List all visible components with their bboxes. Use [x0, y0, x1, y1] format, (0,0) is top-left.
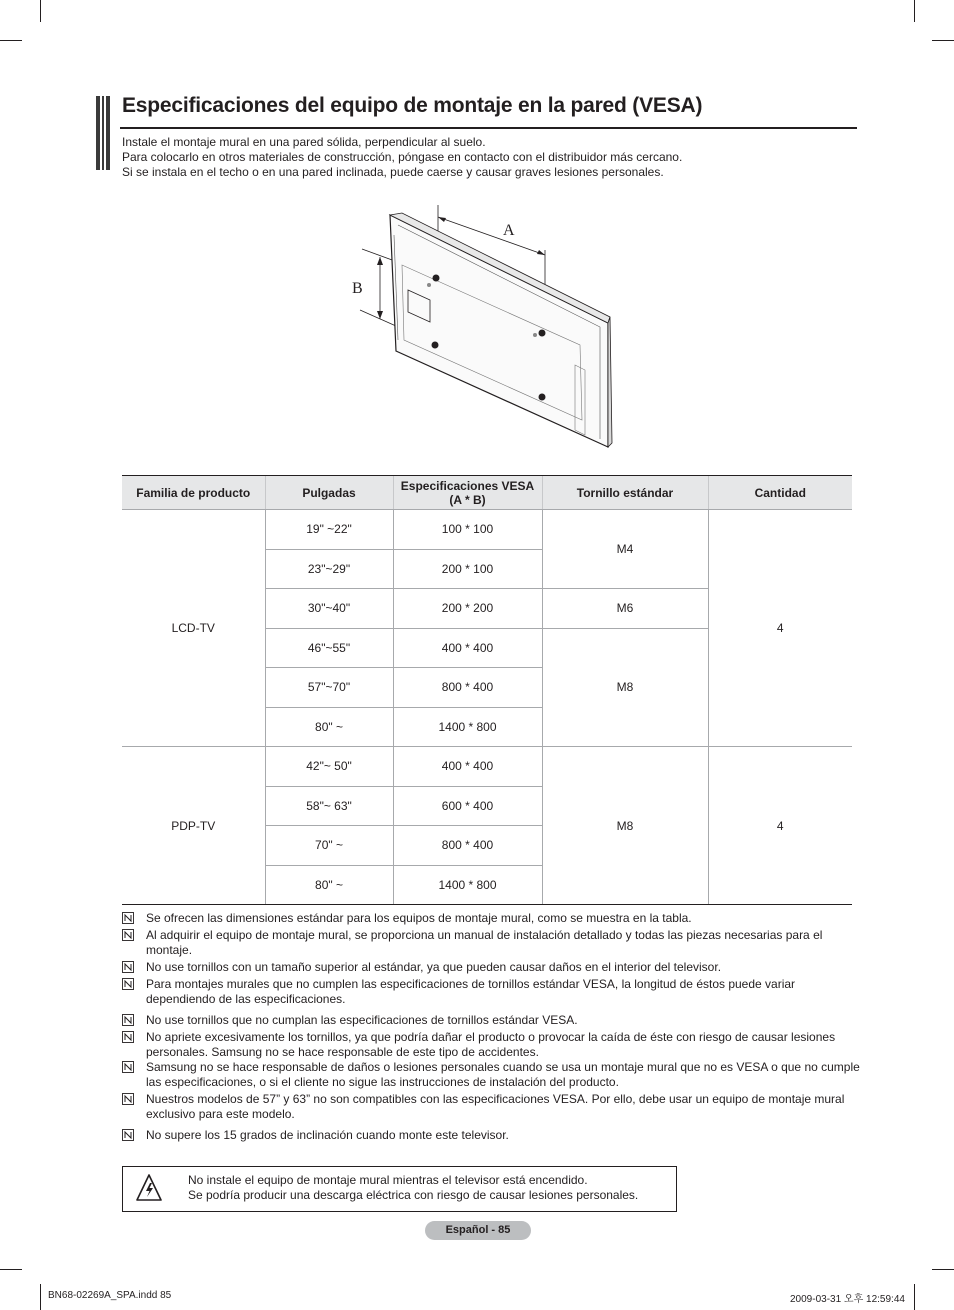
table-row [122, 747, 852, 787]
inches-cell: 80" ~ [265, 707, 393, 747]
intro-line: Si se instala en el techo o en una pared inclinada, puede caerse y causar graves lesiones personales. [122, 165, 664, 179]
page-number-badge: Español - 85 [425, 1221, 531, 1240]
crop-mark [914, 0, 915, 22]
vesa-spec-table [122, 475, 852, 905]
intro-line: Instale el montaje mural en una pared sólida, perpendicular al suelo. [122, 135, 486, 149]
note-text: No use tornillos con un tamaño superior al estándar, ya que pueden causar daños en el interior del televisor. [146, 960, 722, 974]
inches-cell: 80" ~ [265, 865, 393, 905]
warning-text [188, 1173, 638, 1203]
vesa-cell: 1400 * 800 [393, 865, 542, 905]
vesa-cell: 600 * 400 [393, 786, 542, 826]
note-icon [122, 1129, 134, 1141]
note-icon [122, 961, 134, 973]
vesa-cell: 400 * 400 [393, 747, 542, 787]
note-item [122, 911, 862, 926]
warning-line: Se podría producir una descarga eléctrica con riesgo de causar lesiones personales. [188, 1188, 639, 1202]
quantity-cell: 4 [708, 510, 852, 747]
note-icon [122, 912, 134, 924]
family-cell: LCD-TV [122, 510, 265, 747]
vesa-cell: 800 * 400 [393, 668, 542, 708]
warning-icon [136, 1174, 162, 1202]
screw-cell: M6 [542, 589, 708, 629]
crop-mark [914, 1284, 915, 1310]
note-item [122, 1060, 862, 1090]
vesa-cell: 800 * 400 [393, 826, 542, 866]
note-item [122, 928, 862, 958]
note-item [122, 1030, 862, 1060]
intro-line: Para colocarlo en otros materiales de construcción, póngase en contacto con el distribuidor más cercano. [122, 150, 683, 164]
tv-back-diagram [350, 205, 620, 455]
vesa-cell: 200 * 200 [393, 589, 542, 629]
header-family: Familia de producto [122, 476, 265, 510]
note-icon [122, 929, 134, 941]
dimension-label-a: A [503, 222, 515, 239]
note-text: Samsung no se hace responsable de daños o lesiones personales cuando se usa un montaje mural que no es VESA o que no cumple las especificaciones, o si el cliente no sigue las instrucciones de instalación del producto. [146, 1060, 860, 1089]
header-quantity: Cantidad [708, 476, 852, 510]
note-text: No supere los 15 grados de inclinación cuando monte este televisor. [146, 1128, 509, 1142]
note-icon [122, 1093, 134, 1105]
inches-cell: 23"~29" [265, 549, 393, 589]
crop-mark [0, 40, 22, 41]
page-title: Especificaciones del equipo de montaje en la pared (VESA) [122, 94, 703, 117]
footer-file-name: BN68-02269A_SPA.indd 85 [48, 1290, 172, 1301]
crop-mark [0, 1269, 22, 1270]
warning-line: No instale el equipo de montaje mural mientras el televisor está encendido. [188, 1173, 588, 1187]
note-text: No use tornillos que no cumplan las especificaciones de tornillos estándar VESA. [146, 1013, 578, 1027]
crop-mark [40, 1284, 41, 1310]
vesa-cell: 1400 * 800 [393, 707, 542, 747]
table-header-row [122, 476, 852, 510]
inches-cell: 58"~ 63" [265, 786, 393, 826]
crop-mark [932, 40, 954, 41]
inches-cell: 19" ~22" [265, 510, 393, 550]
inches-cell: 70" ~ [265, 826, 393, 866]
vesa-cell: 400 * 400 [393, 628, 542, 668]
dimension-label-b: B [352, 280, 363, 297]
note-item [122, 1013, 862, 1028]
inches-cell: 57"~70" [265, 668, 393, 708]
note-text: Para montajes murales que no cumplen las especificaciones de tornillos estándar VESA, la longitud de éstos puede variar dependiendo de las especificaciones. [146, 977, 796, 1006]
quantity-cell: 4 [708, 747, 852, 905]
inches-cell: 30"~40" [265, 589, 393, 629]
vesa-cell: 200 * 100 [393, 549, 542, 589]
footer-timestamp: 2009-03-31 오후 12:59:44 [790, 1294, 905, 1305]
warning-box [122, 1166, 677, 1212]
family-cell: PDP-TV [122, 747, 265, 905]
note-text: No apriete excesivamente los tornillos, ya que podría dañar el producto o provocar la caída de éste con riesgo de causar lesiones personales. Samsung no se hace responsable de este tipo de accidentes. [146, 1030, 836, 1059]
note-item [122, 1092, 862, 1122]
header-inches: Pulgadas [265, 476, 393, 510]
vesa-cell: 100 * 100 [393, 510, 542, 550]
screw-cell: M4 [542, 510, 708, 589]
header-vesa [393, 476, 542, 510]
note-text: Nuestros modelos de 57” y 63” no son compatibles con las especificaciones VESA. Por ello, debe usar un equipo de montaje mural exclusivo para este modelo. [146, 1092, 845, 1121]
note-item [122, 977, 862, 1007]
notes-list [122, 911, 862, 1145]
header-screw: Tornillo estándar [542, 476, 708, 510]
screw-cell: M8 [542, 628, 708, 747]
header-vesa-line1: Especificaciones VESA [400, 478, 535, 493]
table-row [122, 510, 852, 550]
note-icon [122, 1014, 134, 1026]
crop-mark [40, 0, 41, 22]
note-text: Al adquirir el equipo de montaje mural, se proporciona un manual de instalación detallado y todas las piezas necesarias para el montaje. [146, 928, 823, 957]
header-vesa-line2: (A * B) [449, 492, 486, 507]
inches-cell: 46"~55" [265, 628, 393, 668]
intro-text [122, 135, 682, 180]
note-icon [122, 1061, 134, 1073]
title-decoration [96, 96, 110, 170]
crop-mark [932, 1269, 954, 1270]
note-item [122, 960, 862, 975]
note-item [122, 1128, 862, 1143]
screw-cell: M8 [542, 747, 708, 905]
note-icon [122, 1031, 134, 1043]
note-icon [122, 978, 134, 990]
title-underline [120, 127, 857, 129]
note-text: Se ofrecen las dimensiones estándar para los equipos de montaje mural, como se muestra en la tabla. [146, 911, 692, 925]
inches-cell: 42"~ 50" [265, 747, 393, 787]
